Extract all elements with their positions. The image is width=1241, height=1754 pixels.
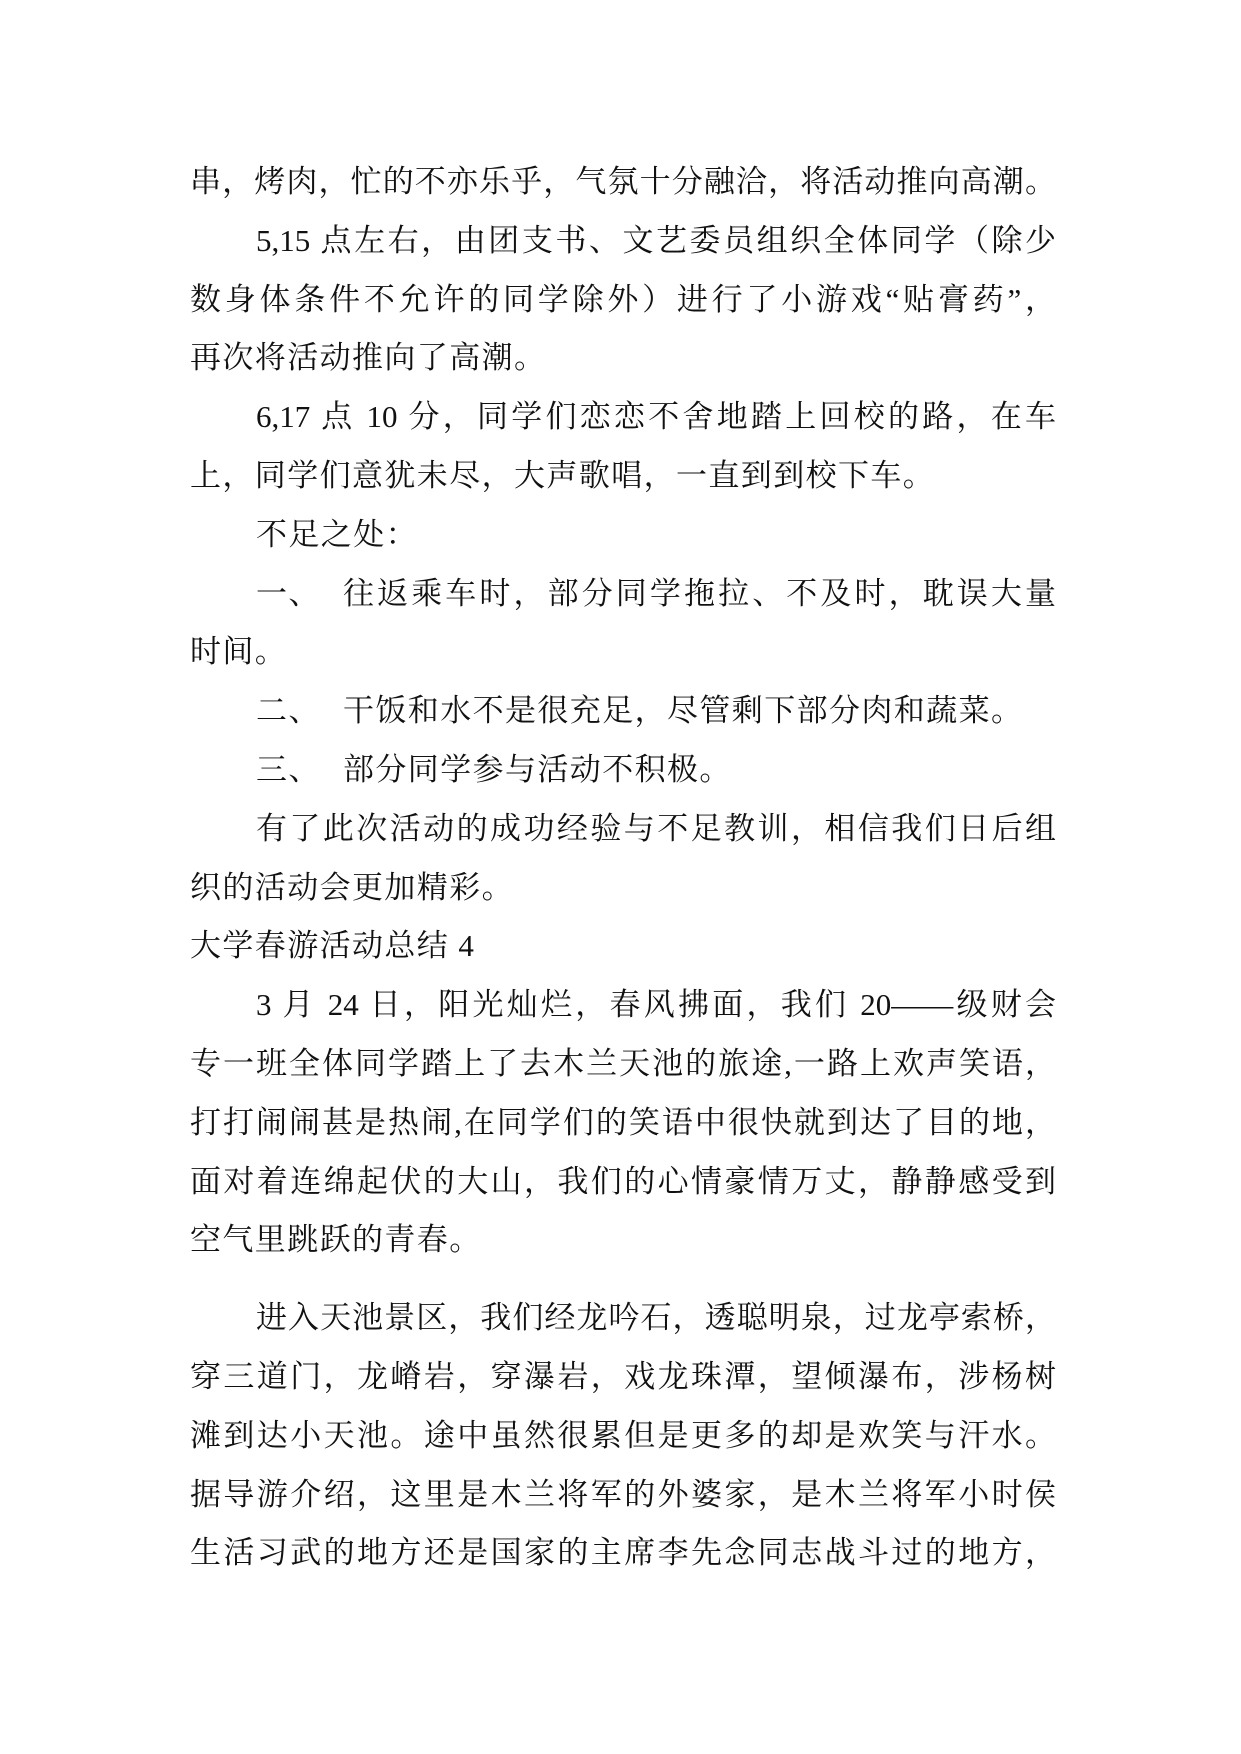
list-item-text: 部分同学参与活动不积极。 — [343, 751, 732, 787]
paragraph-line: 数身体条件不允许的同学除外）进行了小游戏“贴膏药”， — [190, 281, 1056, 317]
list-item — [190, 682, 1056, 741]
paragraph-line: 3 月 24 日，阳光灿烂，春风拂面，我们 20——级财会 — [256, 987, 1056, 1023]
paragraph-line: 空气里跳跃的青春。 — [190, 1222, 482, 1258]
paragraph-line: 时间。 — [190, 634, 288, 670]
paragraph-line: 上，同学们意犹未尽，大声歌唱，一直到到校下车。 — [190, 457, 936, 493]
list-item — [190, 565, 1056, 624]
list-item-text: 往返乘车时，部分同学拖拉、不及时，耽误大量 — [343, 575, 1056, 611]
list-marker: 二、 — [256, 693, 321, 729]
paragraph-line: 进入天池景区，我们经龙吟石，透聪明泉，过龙亭索桥， — [256, 1300, 1056, 1336]
subsection-label: 不足之处： — [256, 516, 418, 552]
paragraph-line: 打打闹闹甚是热闹,在同学们的笑语中很快就到达了目的地， — [190, 1104, 1056, 1140]
paragraph-line: 6,17 点 10 分，同学们恋恋不舍地踏上回校的路，在车 — [256, 399, 1056, 435]
paragraph-line: 有了此次活动的成功经验与不足教训，相信我们日后组 — [256, 810, 1056, 846]
section-heading: 大学春游活动总结 4 — [190, 928, 476, 964]
paragraph-line: 再次将活动推向了高潮。 — [190, 340, 547, 376]
list-item — [190, 741, 1056, 800]
paragraph-line: 生活习武的地方还是国家的主席李先念同志战斗过的地方， — [190, 1535, 1056, 1571]
paragraph-line: 5,15 点左右，由团支书、文艺委员组织全体同学（除少 — [256, 222, 1056, 258]
paragraph-line: 穿三道门，龙嵴岩，穿瀑岩，戏龙珠潭，望倾瀑布，涉杨树 — [190, 1358, 1056, 1394]
paragraph-line: 滩到达小天池。途中虽然很累但是更多的却是欢笑与汗水。 — [190, 1417, 1056, 1453]
list-marker: 一、 — [256, 575, 321, 611]
paragraph-line: 串，烤肉，忙的不亦乐乎，气氛十分融洽，将活动推向高潮。 — [190, 164, 1056, 199]
list-marker: 三、 — [256, 751, 321, 787]
paragraph-line: 织的活动会更加精彩。 — [190, 869, 514, 905]
paragraph-line: 专一班全体同学踏上了去木兰天池的旅途,一路上欢声笑语， — [190, 1045, 1056, 1081]
page-body — [190, 153, 1056, 1583]
paragraph-line: 据导游介绍，这里是木兰将军的外婆家，是木兰将军小时侯 — [190, 1476, 1056, 1512]
paragraph-line: 面对着连绵起伏的大山，我们的心情豪情万丈，静静感受到 — [190, 1163, 1056, 1199]
list-item-text: 干饭和水不是很充足，尽管剩下部分肉和蔬菜。 — [343, 693, 1024, 729]
